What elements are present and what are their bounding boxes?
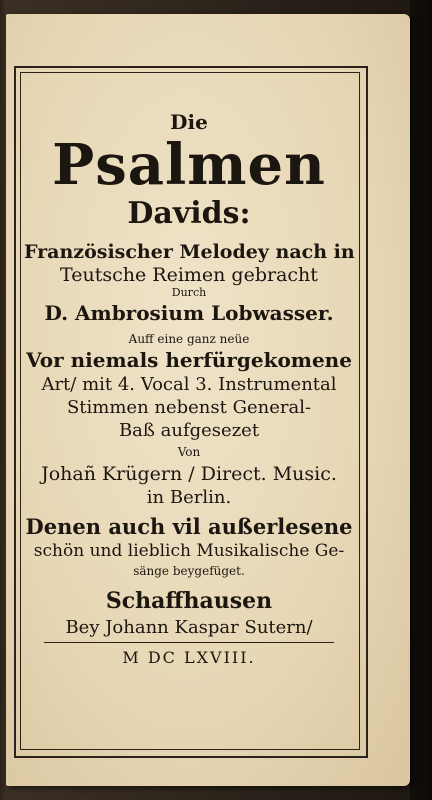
- book-edge-shadow: [410, 0, 432, 800]
- title-main: Psalmen: [52, 132, 326, 198]
- title-subject: Davids:: [127, 196, 251, 231]
- imprint-rule: [44, 642, 334, 643]
- text-line-3: Durch: [171, 286, 207, 299]
- text-line-2: Teutsche Reimen gebracht: [60, 264, 318, 286]
- text-line-5: Auff eine ganz neüe: [128, 332, 250, 346]
- year-line: M DC LXVIII.: [122, 648, 256, 667]
- place-line: Schaffhausen: [105, 588, 273, 614]
- title-text-block: [24, 110, 354, 669]
- text-line-7: Art/ mit 4. Vocal 3. Instrumental: [41, 374, 337, 395]
- text-line-6: Vor niemals herfürgekomene: [26, 348, 352, 372]
- composer-line: Johañ Krügern / Direct. Music.: [41, 463, 337, 485]
- text-line-15: sänge beygefüget.: [133, 564, 245, 578]
- text-line-14: schön und lieblich Musikalische Ge-: [33, 541, 345, 561]
- text-line-9: Baß aufgesezet: [118, 420, 260, 441]
- text-line-1: Französischer Melodey nach in: [24, 241, 355, 263]
- printer-line: Bey Johann Kaspar Sutern/: [65, 617, 313, 638]
- title-article: Die: [170, 110, 208, 134]
- text-line-12: in Berlin.: [146, 487, 232, 508]
- title-page: [6, 14, 410, 786]
- author-line: D. Ambrosium Lobwasser.: [44, 301, 334, 325]
- text-line-13: Denen auch vil außerlesene: [25, 514, 353, 539]
- text-line-10: Von: [177, 445, 201, 459]
- text-line-8: Stimmen nebenst General-: [66, 397, 312, 418]
